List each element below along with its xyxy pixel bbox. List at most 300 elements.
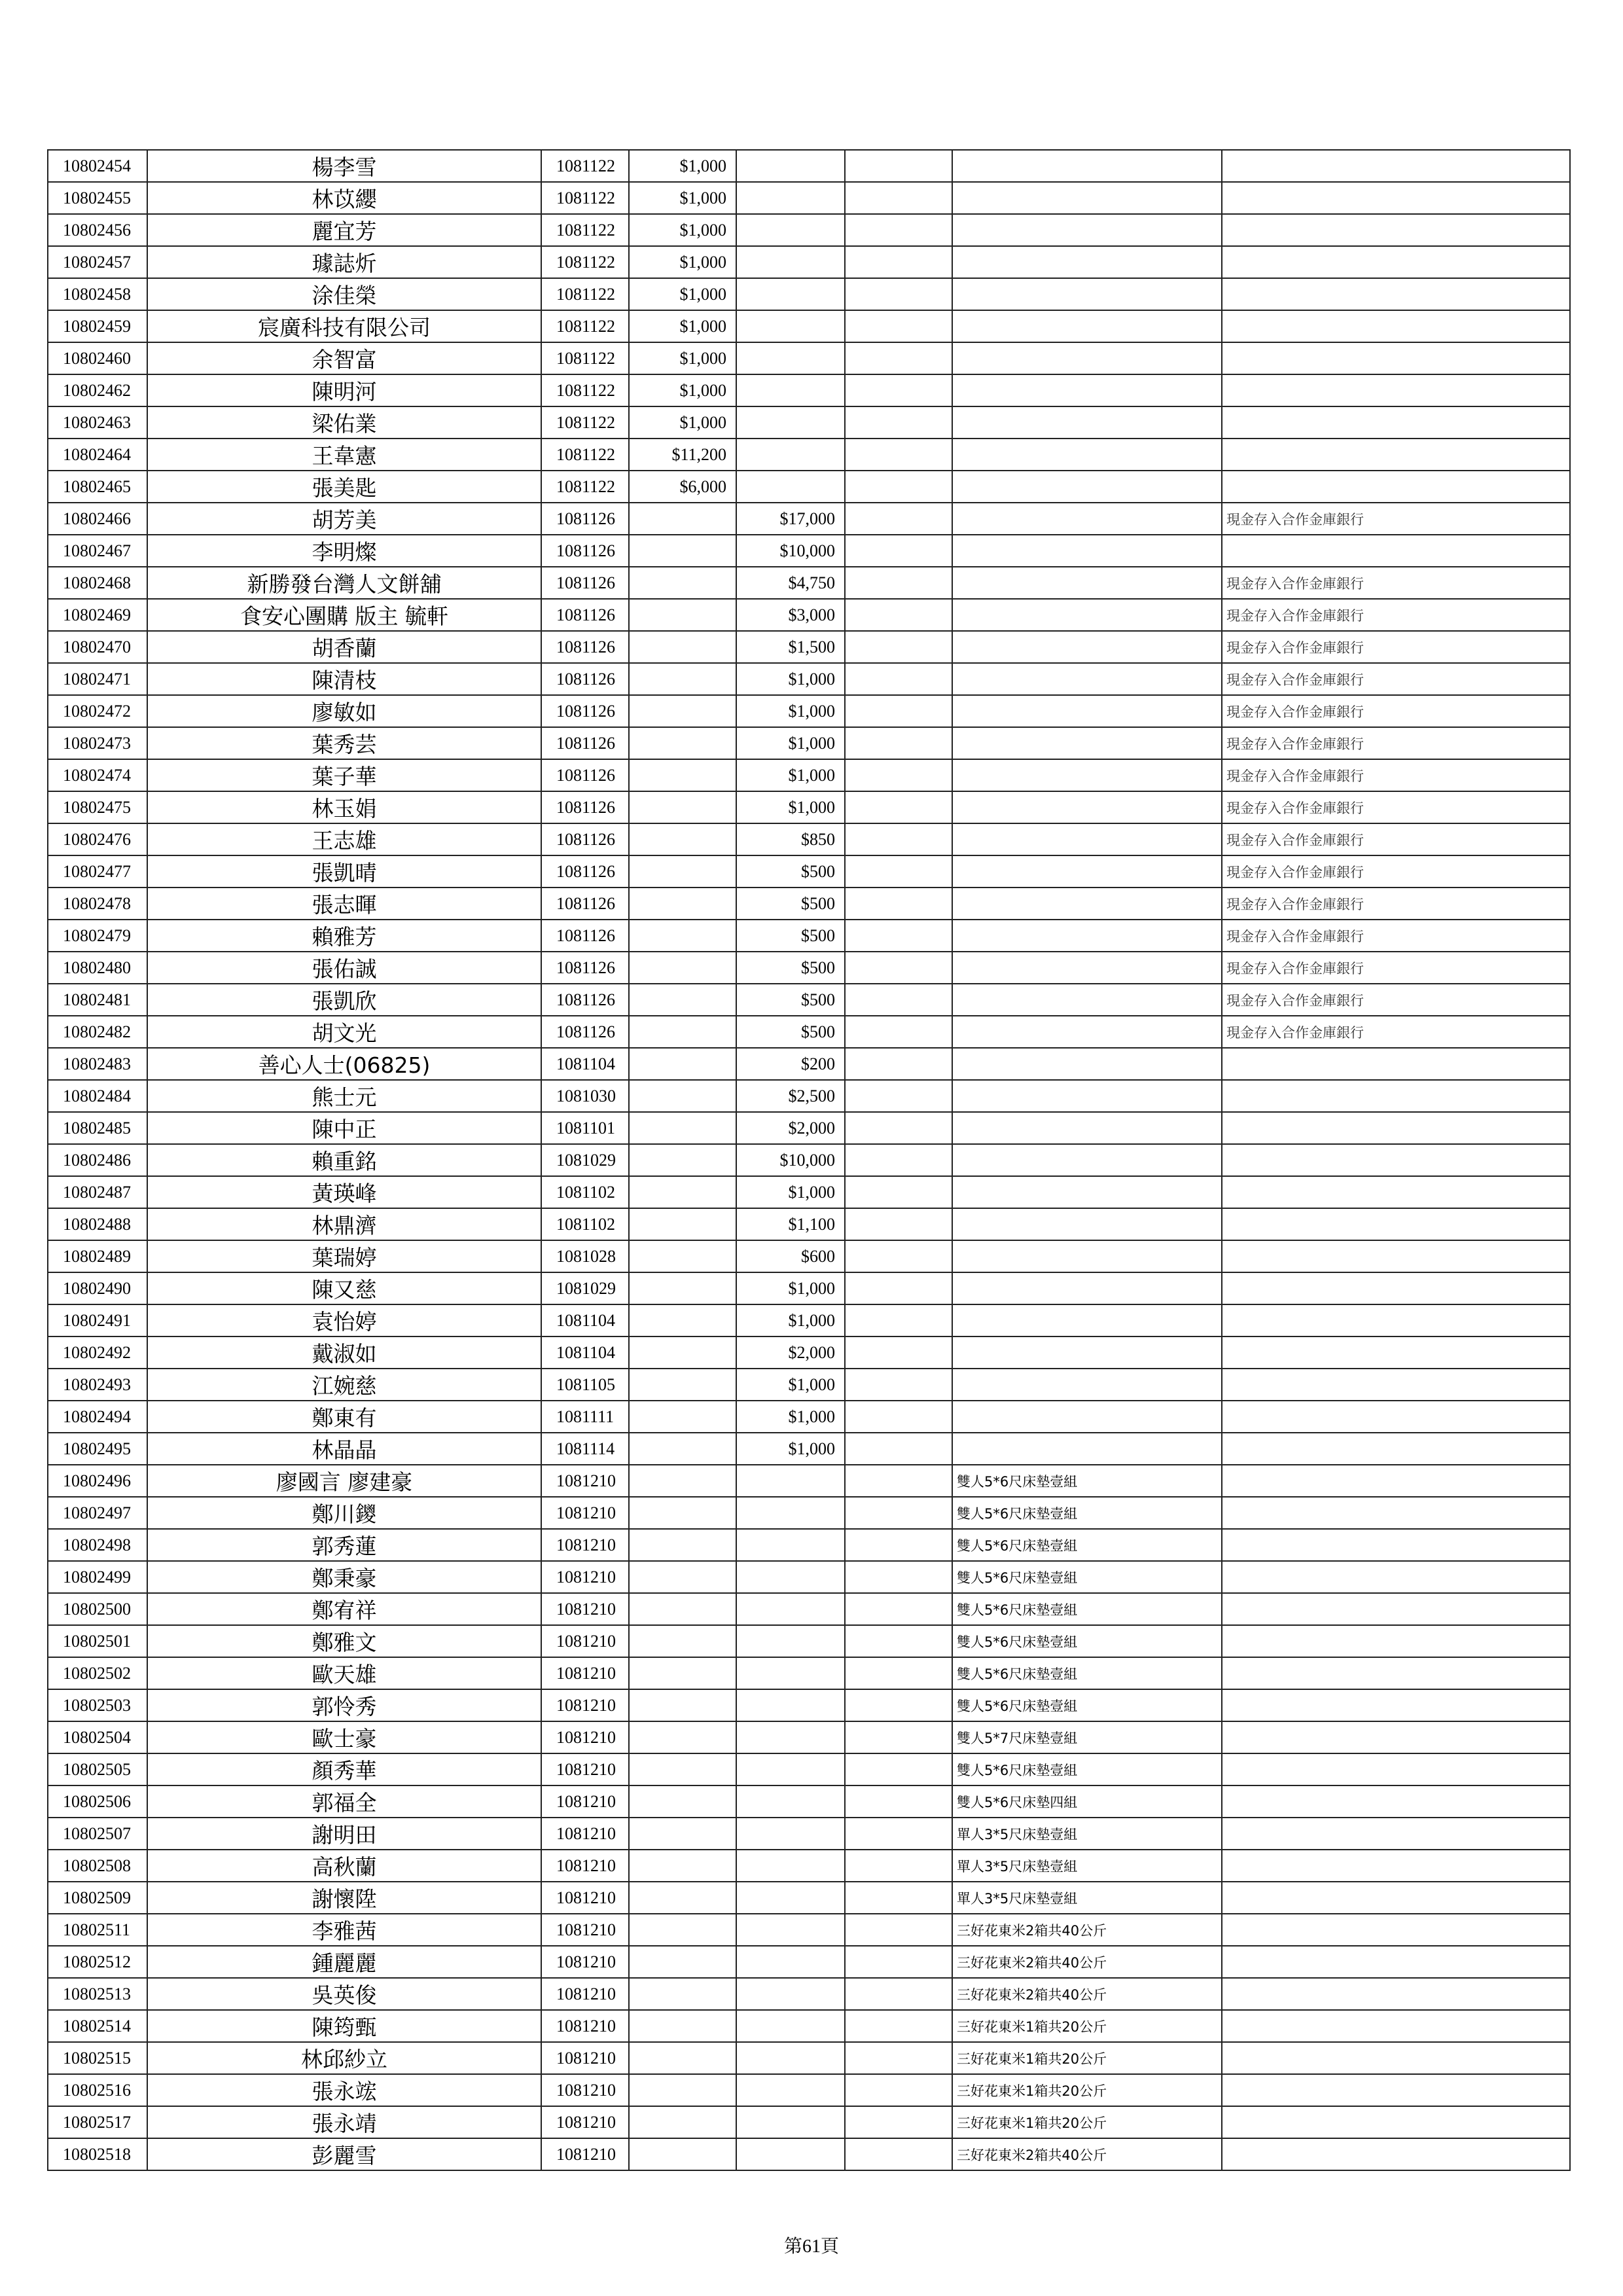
donated-item-cell bbox=[952, 1112, 1222, 1144]
donated-item-cell: 三好花東米1箱共20公斤 bbox=[952, 2106, 1222, 2138]
note-cell bbox=[1222, 2138, 1570, 2170]
table-row bbox=[48, 1080, 1570, 1112]
record-id-cell: 10802471 bbox=[48, 663, 147, 695]
donor-name-cell: 張志暉 bbox=[147, 888, 541, 920]
cash-amount-cell: $17,000 bbox=[736, 503, 845, 535]
date-cell: 1081210 bbox=[541, 2042, 629, 2074]
record-id-cell: 10802483 bbox=[48, 1048, 147, 1080]
donor-name-cell: 吳英俊 bbox=[147, 1978, 541, 2010]
empty-cell bbox=[845, 823, 952, 855]
empty-cell bbox=[845, 952, 952, 984]
note-cell bbox=[1222, 1625, 1570, 1657]
record-id-cell: 10802474 bbox=[48, 759, 147, 791]
donated-item-cell: 雙人5*6尺床墊壹組 bbox=[952, 1561, 1222, 1593]
note-cell bbox=[1222, 150, 1570, 182]
note-cell bbox=[1222, 1978, 1570, 2010]
amount-cell: $1,000 bbox=[629, 278, 736, 310]
donor-name-cell: 高秋蘭 bbox=[147, 1850, 541, 1882]
donated-item-cell bbox=[952, 1240, 1222, 1272]
cash-amount-cell: $1,000 bbox=[736, 1401, 845, 1433]
donated-item-cell: 雙人5*7尺床墊壹組 bbox=[952, 1721, 1222, 1753]
cash-amount-cell bbox=[736, 2106, 845, 2138]
donated-item-cell bbox=[952, 791, 1222, 823]
donor-name-cell: 張永竤 bbox=[147, 2074, 541, 2106]
donated-item-cell: 單人3*5尺床墊壹組 bbox=[952, 1818, 1222, 1850]
note-cell: 現金存入合作金庫銀行 bbox=[1222, 631, 1570, 663]
cash-amount-cell bbox=[736, 2042, 845, 2074]
donor-name-cell: 胡芳美 bbox=[147, 503, 541, 535]
empty-cell bbox=[845, 374, 952, 406]
note-cell bbox=[1222, 1785, 1570, 1818]
date-cell: 1081030 bbox=[541, 1080, 629, 1112]
donor-name-cell: 鄭東有 bbox=[147, 1401, 541, 1433]
date-cell: 1081210 bbox=[541, 1753, 629, 1785]
cash-amount-cell: $1,000 bbox=[736, 663, 845, 695]
cash-amount-cell: $10,000 bbox=[736, 535, 845, 567]
donor-name-cell: 彭麗雪 bbox=[147, 2138, 541, 2170]
empty-cell bbox=[845, 278, 952, 310]
record-id-cell: 10802470 bbox=[48, 631, 147, 663]
cash-amount-cell bbox=[736, 150, 845, 182]
record-id-cell: 10802487 bbox=[48, 1176, 147, 1208]
date-cell: 1081210 bbox=[541, 1882, 629, 1914]
amount-cell bbox=[629, 2138, 736, 2170]
donor-name-cell: 袁怡婷 bbox=[147, 1304, 541, 1336]
cash-amount-cell: $1,100 bbox=[736, 1208, 845, 1240]
amount-cell bbox=[629, 984, 736, 1016]
record-id-cell: 10802462 bbox=[48, 374, 147, 406]
table-row bbox=[48, 535, 1570, 567]
donor-name-cell: 葉子華 bbox=[147, 759, 541, 791]
table-row bbox=[48, 1914, 1570, 1946]
donated-item-cell bbox=[952, 663, 1222, 695]
donor-name-cell: 胡香蘭 bbox=[147, 631, 541, 663]
amount-cell bbox=[629, 535, 736, 567]
date-cell: 1081102 bbox=[541, 1176, 629, 1208]
table-row bbox=[48, 1176, 1570, 1208]
donor-name-cell: 林邱紗立 bbox=[147, 2042, 541, 2074]
donated-item-cell bbox=[952, 695, 1222, 727]
note-cell: 現金存入合作金庫銀行 bbox=[1222, 1016, 1570, 1048]
record-id-cell: 10802465 bbox=[48, 471, 147, 503]
amount-cell: $1,000 bbox=[629, 374, 736, 406]
cash-amount-cell bbox=[736, 439, 845, 471]
note-cell bbox=[1222, 1336, 1570, 1369]
amount-cell bbox=[629, 888, 736, 920]
table-row bbox=[48, 855, 1570, 888]
date-cell: 1081104 bbox=[541, 1304, 629, 1336]
table-row bbox=[48, 984, 1570, 1016]
empty-cell bbox=[845, 1978, 952, 2010]
cash-amount-cell: $2,000 bbox=[736, 1336, 845, 1369]
empty-cell bbox=[845, 1946, 952, 1978]
date-cell: 1081210 bbox=[541, 2106, 629, 2138]
empty-cell bbox=[845, 1561, 952, 1593]
date-cell: 1081210 bbox=[541, 1593, 629, 1625]
note-cell bbox=[1222, 2010, 1570, 2042]
record-id-cell: 10802493 bbox=[48, 1369, 147, 1401]
note-cell bbox=[1222, 1593, 1570, 1625]
amount-cell bbox=[629, 1689, 736, 1721]
cash-amount-cell: $500 bbox=[736, 920, 845, 952]
date-cell: 1081126 bbox=[541, 503, 629, 535]
donated-item-cell bbox=[952, 984, 1222, 1016]
table-row bbox=[48, 1850, 1570, 1882]
note-cell bbox=[1222, 310, 1570, 342]
empty-cell bbox=[845, 246, 952, 278]
record-id-cell: 10802514 bbox=[48, 2010, 147, 2042]
empty-cell bbox=[845, 1433, 952, 1465]
page-number: 第61頁 bbox=[783, 2236, 839, 2257]
empty-cell bbox=[845, 1144, 952, 1176]
cash-amount-cell bbox=[736, 278, 845, 310]
donor-name-cell: 宸廣科技有限公司 bbox=[147, 310, 541, 342]
amount-cell bbox=[629, 791, 736, 823]
donated-item-cell: 雙人5*6尺床墊壹組 bbox=[952, 1465, 1222, 1497]
date-cell: 1081126 bbox=[541, 727, 629, 759]
donated-item-cell bbox=[952, 439, 1222, 471]
table-row bbox=[48, 920, 1570, 952]
donated-item-cell bbox=[952, 888, 1222, 920]
amount-cell bbox=[629, 2106, 736, 2138]
donated-item-cell: 單人3*5尺床墊壹組 bbox=[952, 1850, 1222, 1882]
date-cell: 1081210 bbox=[541, 1529, 629, 1561]
empty-cell bbox=[845, 406, 952, 439]
amount-cell bbox=[629, 952, 736, 984]
cash-amount-cell: $3,000 bbox=[736, 599, 845, 631]
date-cell: 1081029 bbox=[541, 1144, 629, 1176]
table-row bbox=[48, 567, 1570, 599]
empty-cell bbox=[845, 471, 952, 503]
date-cell: 1081122 bbox=[541, 278, 629, 310]
date-cell: 1081210 bbox=[541, 1946, 629, 1978]
record-id-cell: 10802499 bbox=[48, 1561, 147, 1593]
empty-cell bbox=[845, 1625, 952, 1657]
date-cell: 1081126 bbox=[541, 535, 629, 567]
note-cell bbox=[1222, 1689, 1570, 1721]
donated-item-cell bbox=[952, 727, 1222, 759]
amount-cell bbox=[629, 1561, 736, 1593]
date-cell: 1081210 bbox=[541, 1850, 629, 1882]
amount-cell bbox=[629, 1112, 736, 1144]
empty-cell bbox=[845, 150, 952, 182]
note-cell bbox=[1222, 2042, 1570, 2074]
donor-name-cell: 麗宜芳 bbox=[147, 214, 541, 246]
date-cell: 1081126 bbox=[541, 759, 629, 791]
empty-cell bbox=[845, 1272, 952, 1304]
table-row bbox=[48, 1016, 1570, 1048]
note-cell bbox=[1222, 1208, 1570, 1240]
empty-cell bbox=[845, 1048, 952, 1080]
donor-name-cell: 廖敏如 bbox=[147, 695, 541, 727]
date-cell: 1081122 bbox=[541, 150, 629, 182]
table-row bbox=[48, 1208, 1570, 1240]
note-cell: 現金存入合作金庫銀行 bbox=[1222, 663, 1570, 695]
cash-amount-cell: $1,000 bbox=[736, 1272, 845, 1304]
donated-item-cell bbox=[952, 214, 1222, 246]
empty-cell bbox=[845, 1176, 952, 1208]
amount-cell bbox=[629, 1048, 736, 1080]
note-cell bbox=[1222, 214, 1570, 246]
donor-name-cell: 鄭秉豪 bbox=[147, 1561, 541, 1593]
cash-amount-cell bbox=[736, 1561, 845, 1593]
amount-cell: $1,000 bbox=[629, 182, 736, 214]
cash-amount-cell: $10,000 bbox=[736, 1144, 845, 1176]
donated-item-cell bbox=[952, 855, 1222, 888]
amount-cell bbox=[629, 2010, 736, 2042]
record-id-cell: 10802477 bbox=[48, 855, 147, 888]
date-cell: 1081126 bbox=[541, 567, 629, 599]
table-row bbox=[48, 503, 1570, 535]
cash-amount-cell bbox=[736, 1818, 845, 1850]
table-row bbox=[48, 1336, 1570, 1369]
table-row bbox=[48, 471, 1570, 503]
empty-cell bbox=[845, 920, 952, 952]
empty-cell bbox=[845, 1112, 952, 1144]
donor-name-cell: 賴雅芳 bbox=[147, 920, 541, 952]
date-cell: 1081105 bbox=[541, 1369, 629, 1401]
donor-name-cell: 賴重銘 bbox=[147, 1144, 541, 1176]
cash-amount-cell bbox=[736, 1785, 845, 1818]
note-cell: 現金存入合作金庫銀行 bbox=[1222, 823, 1570, 855]
empty-cell bbox=[845, 2106, 952, 2138]
donor-name-cell: 李雅茜 bbox=[147, 1914, 541, 1946]
cash-amount-cell bbox=[736, 2138, 845, 2170]
table-row bbox=[48, 406, 1570, 439]
donated-item-cell bbox=[952, 278, 1222, 310]
note-cell bbox=[1222, 1753, 1570, 1785]
donor-name-cell: 余智富 bbox=[147, 342, 541, 374]
empty-cell bbox=[845, 1304, 952, 1336]
cash-amount-cell bbox=[736, 374, 845, 406]
record-id-cell: 10802501 bbox=[48, 1625, 147, 1657]
table-row bbox=[48, 888, 1570, 920]
amount-cell bbox=[629, 1433, 736, 1465]
donated-item-cell: 三好花東米1箱共20公斤 bbox=[952, 2074, 1222, 2106]
record-id-cell: 10802507 bbox=[48, 1818, 147, 1850]
record-id-cell: 10802488 bbox=[48, 1208, 147, 1240]
table-row bbox=[48, 1304, 1570, 1336]
note-cell bbox=[1222, 1112, 1570, 1144]
table-row bbox=[48, 1946, 1570, 1978]
donor-name-cell: 熊士元 bbox=[147, 1080, 541, 1112]
amount-cell bbox=[629, 1144, 736, 1176]
note-cell bbox=[1222, 471, 1570, 503]
donated-item-cell bbox=[952, 1144, 1222, 1176]
note-cell: 現金存入合作金庫銀行 bbox=[1222, 727, 1570, 759]
date-cell: 1081122 bbox=[541, 182, 629, 214]
note-cell: 現金存入合作金庫銀行 bbox=[1222, 855, 1570, 888]
table-row bbox=[48, 1369, 1570, 1401]
donated-item-cell bbox=[952, 310, 1222, 342]
cash-amount-cell bbox=[736, 1882, 845, 1914]
cash-amount-cell bbox=[736, 342, 845, 374]
record-id-cell: 10802518 bbox=[48, 2138, 147, 2170]
record-id-cell: 10802506 bbox=[48, 1785, 147, 1818]
note-cell bbox=[1222, 1401, 1570, 1433]
donated-item-cell: 三好花東米2箱共40公斤 bbox=[952, 2138, 1222, 2170]
donor-name-cell: 張凱欣 bbox=[147, 984, 541, 1016]
note-cell bbox=[1222, 535, 1570, 567]
date-cell: 1081210 bbox=[541, 1497, 629, 1529]
cash-amount-cell bbox=[736, 310, 845, 342]
amount-cell bbox=[629, 1240, 736, 1272]
donated-item-cell: 三好花東米1箱共20公斤 bbox=[952, 2042, 1222, 2074]
donor-name-cell: 鄭川鑁 bbox=[147, 1497, 541, 1529]
record-id-cell: 10802502 bbox=[48, 1657, 147, 1689]
donated-item-cell bbox=[952, 1336, 1222, 1369]
record-id-cell: 10802494 bbox=[48, 1401, 147, 1433]
empty-cell bbox=[845, 695, 952, 727]
amount-cell bbox=[629, 920, 736, 952]
cash-amount-cell bbox=[736, 1914, 845, 1946]
donor-name-cell: 張佑誠 bbox=[147, 952, 541, 984]
amount-cell bbox=[629, 1850, 736, 1882]
note-cell bbox=[1222, 1304, 1570, 1336]
empty-cell bbox=[845, 2138, 952, 2170]
amount-cell bbox=[629, 1785, 736, 1818]
amount-cell bbox=[629, 823, 736, 855]
empty-cell bbox=[845, 1401, 952, 1433]
record-id-cell: 10802475 bbox=[48, 791, 147, 823]
record-id-cell: 10802517 bbox=[48, 2106, 147, 2138]
donated-item-cell bbox=[952, 150, 1222, 182]
record-id-cell: 10802491 bbox=[48, 1304, 147, 1336]
donation-ledger-table bbox=[47, 149, 1571, 2171]
donor-name-cell: 廖國言 廖建豪 bbox=[147, 1465, 541, 1497]
donor-name-cell: 謝懷陞 bbox=[147, 1882, 541, 1914]
record-id-cell: 10802464 bbox=[48, 439, 147, 471]
empty-cell bbox=[845, 888, 952, 920]
empty-cell bbox=[845, 342, 952, 374]
table-row bbox=[48, 1465, 1570, 1497]
amount-cell bbox=[629, 855, 736, 888]
amount-cell bbox=[629, 2042, 736, 2074]
record-id-cell: 10802456 bbox=[48, 214, 147, 246]
note-cell: 現金存入合作金庫銀行 bbox=[1222, 984, 1570, 1016]
date-cell: 1081210 bbox=[541, 1721, 629, 1753]
cash-amount-cell bbox=[736, 1529, 845, 1561]
note-cell bbox=[1222, 1818, 1570, 1850]
empty-cell bbox=[845, 1818, 952, 1850]
table-row bbox=[48, 599, 1570, 631]
cash-amount-cell bbox=[736, 246, 845, 278]
donated-item-cell bbox=[952, 759, 1222, 791]
amount-cell bbox=[629, 695, 736, 727]
empty-cell bbox=[845, 182, 952, 214]
note-cell: 現金存入合作金庫銀行 bbox=[1222, 567, 1570, 599]
donor-name-cell: 陳清枝 bbox=[147, 663, 541, 695]
amount-cell bbox=[629, 2074, 736, 2106]
cash-amount-cell bbox=[736, 1593, 845, 1625]
record-id-cell: 10802467 bbox=[48, 535, 147, 567]
record-id-cell: 10802503 bbox=[48, 1689, 147, 1721]
amount-cell bbox=[629, 1016, 736, 1048]
donated-item-cell bbox=[952, 1176, 1222, 1208]
record-id-cell: 10802511 bbox=[48, 1914, 147, 1946]
note-cell bbox=[1222, 374, 1570, 406]
date-cell: 1081126 bbox=[541, 952, 629, 984]
cash-amount-cell bbox=[736, 1721, 845, 1753]
donated-item-cell bbox=[952, 406, 1222, 439]
record-id-cell: 10802481 bbox=[48, 984, 147, 1016]
empty-cell bbox=[845, 1914, 952, 1946]
note-cell bbox=[1222, 406, 1570, 439]
empty-cell bbox=[845, 1497, 952, 1529]
date-cell: 1081122 bbox=[541, 214, 629, 246]
table-row bbox=[48, 150, 1570, 182]
amount-cell bbox=[629, 1080, 736, 1112]
note-cell bbox=[1222, 1369, 1570, 1401]
date-cell: 1081126 bbox=[541, 599, 629, 631]
empty-cell bbox=[845, 727, 952, 759]
table-row bbox=[48, 952, 1570, 984]
donor-name-cell: 江婉慈 bbox=[147, 1369, 541, 1401]
table-row bbox=[48, 1785, 1570, 1818]
donated-item-cell: 雙人5*6尺床墊壹組 bbox=[952, 1497, 1222, 1529]
table-row bbox=[48, 2106, 1570, 2138]
date-cell: 1081210 bbox=[541, 1914, 629, 1946]
donated-item-cell: 三好花東米2箱共40公斤 bbox=[952, 1914, 1222, 1946]
cash-amount-cell: $1,000 bbox=[736, 1176, 845, 1208]
note-cell: 現金存入合作金庫銀行 bbox=[1222, 888, 1570, 920]
empty-cell bbox=[845, 535, 952, 567]
date-cell: 1081122 bbox=[541, 342, 629, 374]
table-row bbox=[48, 1240, 1570, 1272]
cash-amount-cell: $4,750 bbox=[736, 567, 845, 599]
cash-amount-cell: $600 bbox=[736, 1240, 845, 1272]
donated-item-cell bbox=[952, 1272, 1222, 1304]
donated-item-cell bbox=[952, 246, 1222, 278]
donor-name-cell: 葉秀芸 bbox=[147, 727, 541, 759]
amount-cell: $6,000 bbox=[629, 471, 736, 503]
donated-item-cell bbox=[952, 823, 1222, 855]
empty-cell bbox=[845, 503, 952, 535]
empty-cell bbox=[845, 439, 952, 471]
donor-name-cell: 梁佑業 bbox=[147, 406, 541, 439]
donor-name-cell: 楊李雪 bbox=[147, 150, 541, 182]
date-cell: 1081029 bbox=[541, 1272, 629, 1304]
empty-cell bbox=[845, 1465, 952, 1497]
table-row bbox=[48, 1882, 1570, 1914]
empty-cell bbox=[845, 1689, 952, 1721]
table-row bbox=[48, 1561, 1570, 1593]
table-row bbox=[48, 695, 1570, 727]
donated-item-cell: 單人3*5尺床墊壹組 bbox=[952, 1882, 1222, 1914]
note-cell bbox=[1222, 342, 1570, 374]
amount-cell bbox=[629, 1625, 736, 1657]
donor-name-cell: 陳又慈 bbox=[147, 1272, 541, 1304]
note-cell bbox=[1222, 1914, 1570, 1946]
amount-cell: $1,000 bbox=[629, 310, 736, 342]
donor-name-cell: 鄭宥祥 bbox=[147, 1593, 541, 1625]
cash-amount-cell: $500 bbox=[736, 952, 845, 984]
donor-name-cell: 王韋憲 bbox=[147, 439, 541, 471]
donor-name-cell: 歐士豪 bbox=[147, 1721, 541, 1753]
record-id-cell: 10802468 bbox=[48, 567, 147, 599]
cash-amount-cell bbox=[736, 214, 845, 246]
date-cell: 1081126 bbox=[541, 888, 629, 920]
donor-name-cell: 陳中正 bbox=[147, 1112, 541, 1144]
donor-name-cell: 張美匙 bbox=[147, 471, 541, 503]
cash-amount-cell: $1,000 bbox=[736, 759, 845, 791]
record-id-cell: 10802457 bbox=[48, 246, 147, 278]
donor-name-cell: 涂佳榮 bbox=[147, 278, 541, 310]
table-row bbox=[48, 310, 1570, 342]
table-row bbox=[48, 1433, 1570, 1465]
amount-cell bbox=[629, 1593, 736, 1625]
amount-cell bbox=[629, 1401, 736, 1433]
